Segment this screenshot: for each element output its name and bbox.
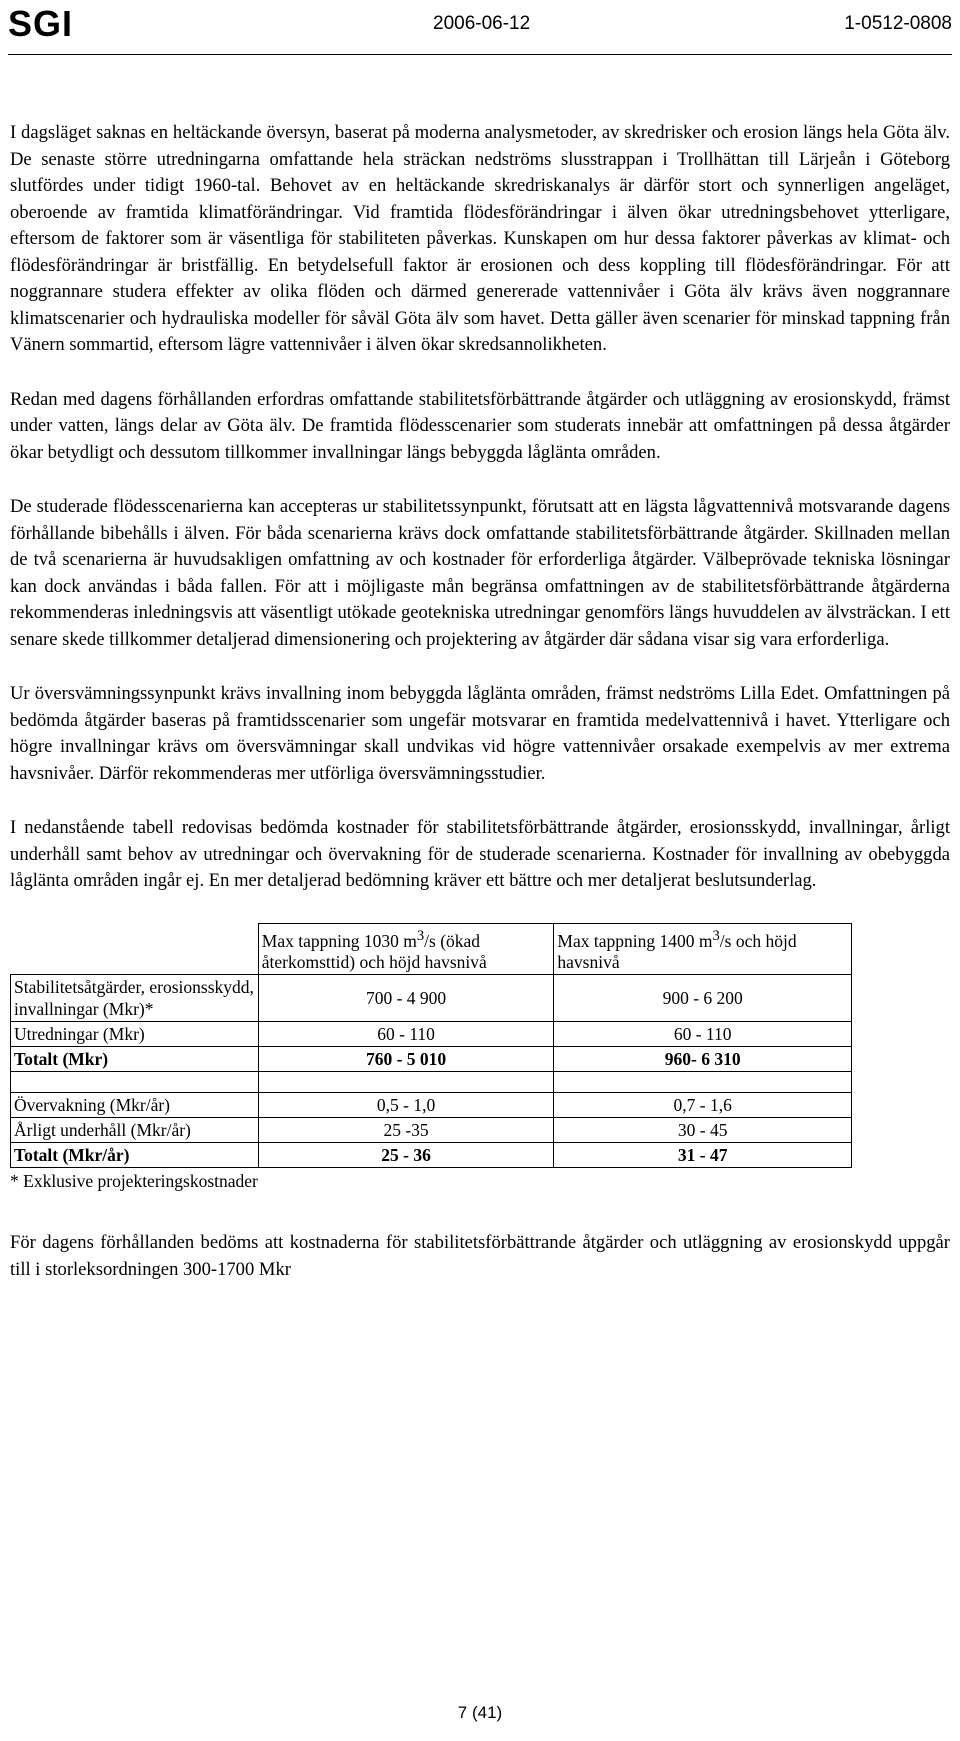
table-row [11, 1118, 852, 1143]
column-header-scenario-1030: Max tappning 1030 $m^3/s$ (ökad återkomsttid) och höjd havsnivå [258, 923, 554, 975]
paragraph-table-intro: I nedanstående tabell redovisas bedömda kostnader för stabilitetsförbättrande åtgärder, erosionsskydd, invallningar, årligt underhåll samt behov av utredningar och övervakning för de studerade scenarierna. Kostnader för invallning av obebyggda låglänta områden ingår ej. En mer detaljerad bedömning kräver ett bättre och mer detaljerat beslutsunderlag. [10, 817, 950, 891]
page-header [8, 4, 952, 44]
cell-value: 700 - 4 900 [258, 975, 554, 1022]
cell-value: 900 - 6 200 [554, 975, 852, 1022]
table-spacer-row [11, 1072, 852, 1093]
table-row [11, 975, 852, 1022]
cost-table [10, 923, 852, 1169]
header-document-number: 1-0512-0808 [844, 13, 952, 34]
row-label: Totalt (Mkr) [11, 1047, 259, 1072]
page-number: 7 (41) [457, 1703, 503, 1722]
paragraph-current-situation: I dagsläget saknas en heltäckande översyn, baserat på moderna analysmetoder, av skredrisker och erosion längs hela Göta älv. De senaste större utredningarna omfattande hela sträckan nedströms slusstrappan i Trollhättan till Lärjeån i Göteborg slutfördes under tidigt 1960-tal. Behovet av en heltäckande skredriskanalys är därför stort och synnerligen angeläget, oberoende av framtida klimatförändringar. Vid framtida flödesförändringar i älven ökar utredningsbehovet ytterligare, eftersom de faktorer som är väsentliga för stabiliteten påverkas. Kunskapen om hur dessa faktorer påverkas av klimat- och flödesförändringar är bristfällig. En betydelsefull faktor är erosionen och dess koppling till flödesförändringar. För att noggrannare studera effekter av olika flöden och därmed genererade vattennivåer i Göta älv krävs även noggrannare klimatscenarier och hydrauliska modeller för såväl Göta älv som havet. Detta gäller även scenarier för minskad tappning från Vänern sommartid, eftersom lägre vattennivåer i älven ökar skredsannolikheten. [10, 122, 950, 355]
header-rule [8, 54, 952, 55]
row-label: Stabilitetsåtgärder, erosionsskydd, invallningar (Mkr)* [11, 975, 259, 1022]
table-row [11, 1022, 852, 1047]
paragraph-flow-scenarios: De studerade flödesscenarierna kan accepteras ur stabilitetssynpunkt, förutsatt att en lägsta lågvattennivå motsvarande dagens förhållande bibehålls i älven. För båda scenarierna krävs dock omfattande stabilitetsförbättrande åtgärder. Skillnaden mellan de två scenarierna är huvudsakligen omfattning av och kostnader för erforderliga åtgärder. Välbeprövade tekniska lösningar kan dock användas i båda fallen. För att i möjligaste mån begränsa omfattningen av de stabilitetsförbättrande åtgärderna rekommenderas inledningsvis att väsentligt utökade geotekniska utredningar genomförs längs huvuddelen av älvsträckan. I ett senare skede tillkommer detaljerad dimensionering och projektering av åtgärder där sådana visar sig vara erforderliga. [10, 496, 950, 650]
table-header-row [11, 923, 852, 975]
column-header-scenario-1400: Max tappning 1400 $m^3/s$ och höjd havsnivå [554, 923, 852, 975]
document-body [10, 120, 950, 1311]
cell-value: 25 -35 [258, 1118, 554, 1143]
paragraph-measures-required: Redan med dagens förhållanden erfordras omfattande stabilitetsförbättrande åtgärder och utläggning av erosionskydd, främst under vatten, längs delar av Göta älv. De framtida flödesscenarier som studerats innebär att omfattningen på dessa åtgärder ökar betydligt och dessutom tillkommer invallningar längs bebyggda låglänta områden. [10, 388, 950, 463]
cell-value: 0,7 - 1,6 [554, 1093, 852, 1118]
cell-value: 0,5 - 1,0 [258, 1093, 554, 1118]
row-label: Totalt (Mkr/år) [11, 1143, 259, 1168]
table-footnote: * Exklusive projekteringskostnader [10, 1171, 258, 1192]
cell-value: 60 - 110 [258, 1022, 554, 1047]
header-date: 2006-06-12 [433, 13, 531, 34]
table-total-row [11, 1143, 852, 1168]
row-label: Årligt underhåll (Mkr/år) [11, 1118, 259, 1143]
cell-value: 60 - 110 [554, 1022, 852, 1047]
sgi-logo: SGI [8, 3, 74, 44]
cell-value: 31 - 47 [554, 1143, 852, 1168]
cell-value: 760 - 5 010 [258, 1047, 554, 1072]
table-row [11, 1093, 852, 1118]
paragraph-closing: För dagens förhållanden bedöms att kostnaderna för stabilitetsförbättrande åtgärder och utläggning av erosionskydd uppgår till i storleksordningen 300-1700 Mkr [10, 1232, 950, 1280]
row-label: Utredningar (Mkr) [11, 1022, 259, 1047]
table-total-row [11, 1047, 852, 1072]
paragraph-flooding: Ur översvämningssynpunkt krävs invallning inom bebyggda låglänta områden, främst nedströms Lilla Edet. Omfattningen på bedömda åtgärder baseras på framtidsscenarier som ungefär motsvarar en framtida medelvattennivå i havet. Ytterligare och högre invallningar krävs om översvämningar skall undvikas vid högre vattennivåer orsakade exempelvis av mer extrema havsnivåer. Därför rekommenderas mer utförliga översvämningsstudier. [10, 683, 950, 784]
table-corner-cell [11, 923, 259, 975]
cell-value: 30 - 45 [554, 1118, 852, 1143]
row-label: Övervakning (Mkr/år) [11, 1093, 259, 1118]
cell-value: 25 - 36 [258, 1143, 554, 1168]
cell-value: 960- 6 310 [554, 1047, 852, 1072]
